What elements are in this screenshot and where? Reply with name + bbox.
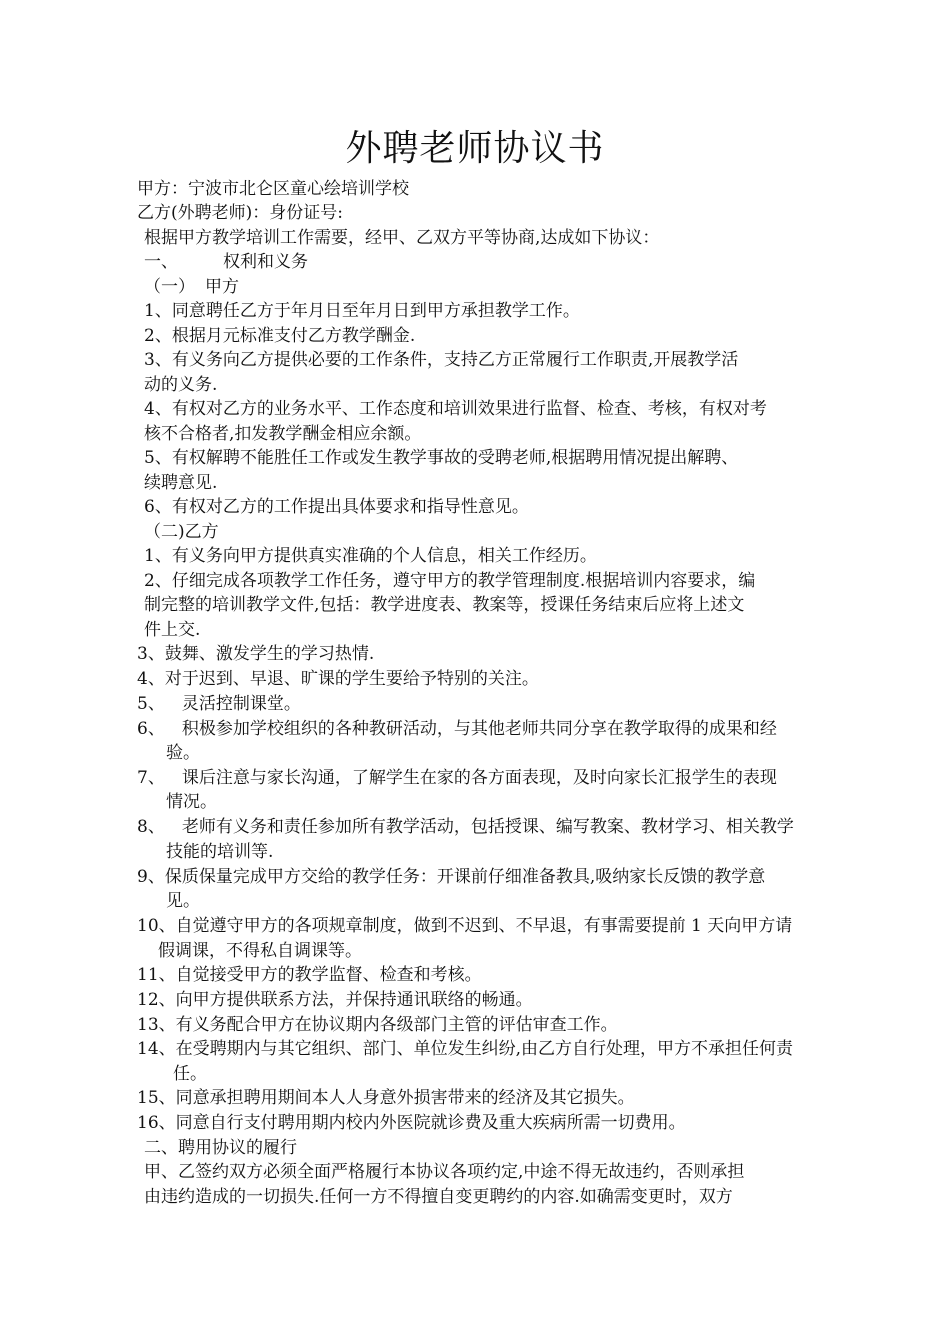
section-1-heading xyxy=(144,250,308,274)
party-b-item-cont: 验。 xyxy=(166,743,200,763)
party-b-item: 4、对于迟到、早退、旷课的学生要给予特别的关注。 xyxy=(137,669,539,689)
item-text: 老师有义务和责任参加所有教学活动，包括授课、编写教案、教材学习、相关教学 xyxy=(181,817,794,837)
party-a-title: 甲方 xyxy=(205,277,239,297)
party-a-item: 4、有权对乙方的业务水平、工作态度和培训效果进行监督、检查、考核，有权对考 xyxy=(144,399,767,419)
item-number: 5、 xyxy=(137,694,165,714)
party-b-subheading: （二)乙方 xyxy=(144,522,219,542)
party-a-line: 甲方：宁波市北仑区童心绘培训学校 xyxy=(137,179,409,199)
party-a-item-cont: 续聘意见. xyxy=(144,473,218,493)
party-a-item: 5、有权解聘不能胜任工作或发生教学事故的受聘老师,根据聘用情况提出解聘、 xyxy=(144,448,739,468)
intro-line: 根据甲方教学培训工作需要，经甲、乙双方平等协商,达成如下协议： xyxy=(144,228,660,248)
party-b-item-cont: 技能的培训等. xyxy=(166,842,274,862)
item-text: 课后注意与家长沟通，了解学生在家的各方面表现，及时向家长汇报学生的表现 xyxy=(181,768,777,788)
party-b-item: 11、自觉接受甲方的教学监督、检查和考核。 xyxy=(137,965,482,985)
party-a-item: 2、根据月元标准支付乙方教学酬金. xyxy=(144,326,416,346)
party-b-item: 2、仔细完成各项教学工作任务，遵守甲方的教学管理制度.根据培训内容要求，编 xyxy=(144,571,756,591)
document-title: 外聘老师协议书 xyxy=(345,128,605,169)
party-a-item: 1、同意聘任乙方于年月日至年月日到甲方承担教学工作。 xyxy=(144,301,580,321)
party-b-item: 16、同意自行支付聘用期内校内外医院就诊费及重大疾病所需一切费用。 xyxy=(137,1113,686,1133)
party-b-item-8 xyxy=(137,815,794,839)
party-a-item: 6、有权对乙方的工作提出具体要求和指导性意见。 xyxy=(144,497,529,517)
party-b-item-cont: 件上交. xyxy=(144,620,201,640)
item-number: 7、 xyxy=(137,768,165,788)
item-text: 灵活控制课堂。 xyxy=(181,694,301,714)
party-b-item: 3、鼓舞、激发学生的学习热情. xyxy=(137,644,375,664)
section-1-title: 权利和义务 xyxy=(223,252,308,272)
party-b-item: 9、保质保量完成甲方交给的教学任务：开课前仔细准备教具,吸纳家长反馈的教学意 xyxy=(137,867,766,887)
section-1-number: 一、 xyxy=(144,252,178,272)
party-b-item: 14、在受聘期内与其它组织、部门、单位发生纠纷,由乙方自行处理，甲方不承担任何责 xyxy=(137,1039,794,1059)
party-a-item-cont: 核不合格者,扣发教学酬金相应余额。 xyxy=(144,424,422,444)
section-2-heading: 二、聘用协议的履行 xyxy=(144,1138,297,1158)
party-b-item: 13、有义务配合甲方在协议期内各级部门主管的评估审查工作。 xyxy=(137,1015,618,1035)
party-b-item: 15、同意承担聘用期间本人人身意外损害带来的经济及其它损失。 xyxy=(137,1088,635,1108)
party-b-item-5 xyxy=(137,692,301,716)
item-text: 积极参加学校组织的各种教研活动，与其他老师共同分享在教学取得的成果和经 xyxy=(181,719,777,739)
party-b-item-6 xyxy=(137,717,777,741)
party-b-item-cont: 制完整的培训教学文件,包括：教学进度表、教案等，授课任务结束后应将上述文 xyxy=(144,595,745,615)
party-b-item-cont: 见。 xyxy=(166,891,200,911)
party-b-line: 乙方(外聘老师)：身份证号: xyxy=(137,203,343,223)
party-a-number: （一） xyxy=(144,277,195,297)
party-a-item-cont: 动的义务. xyxy=(144,375,218,395)
party-b-item: 10、自觉遵守甲方的各项规章制度，做到不迟到、不早退，有事需要提前 1 天向甲方请 xyxy=(137,916,793,936)
party-b-item-cont: 情况。 xyxy=(166,792,217,812)
party-a-item: 3、有义务向乙方提供必要的工作条件，支持乙方正常履行工作职责,开展教学活 xyxy=(144,350,739,370)
party-b-item-cont: 任。 xyxy=(173,1064,207,1084)
section-2-line: 由违约造成的一切损失.任何一方不得擅自变更聘约的内容.如确需变更时，双方 xyxy=(144,1187,733,1207)
party-b-item-cont: 假调课，不得私自调课等。 xyxy=(158,941,362,961)
party-a-subheading xyxy=(144,275,239,299)
party-b-item: 1、有义务向甲方提供真实准确的个人信息，相关工作经历。 xyxy=(144,546,597,566)
party-b-item: 12、向甲方提供联系方法，并保持通讯联络的畅通。 xyxy=(137,990,533,1010)
party-b-item-7 xyxy=(137,766,777,790)
item-number: 6、 xyxy=(137,719,165,739)
item-number: 8、 xyxy=(137,817,165,837)
section-2-line: 甲、乙签约双方必须全面严格履行本协议各项约定,中途不得无故违约，否则承担 xyxy=(144,1162,745,1182)
